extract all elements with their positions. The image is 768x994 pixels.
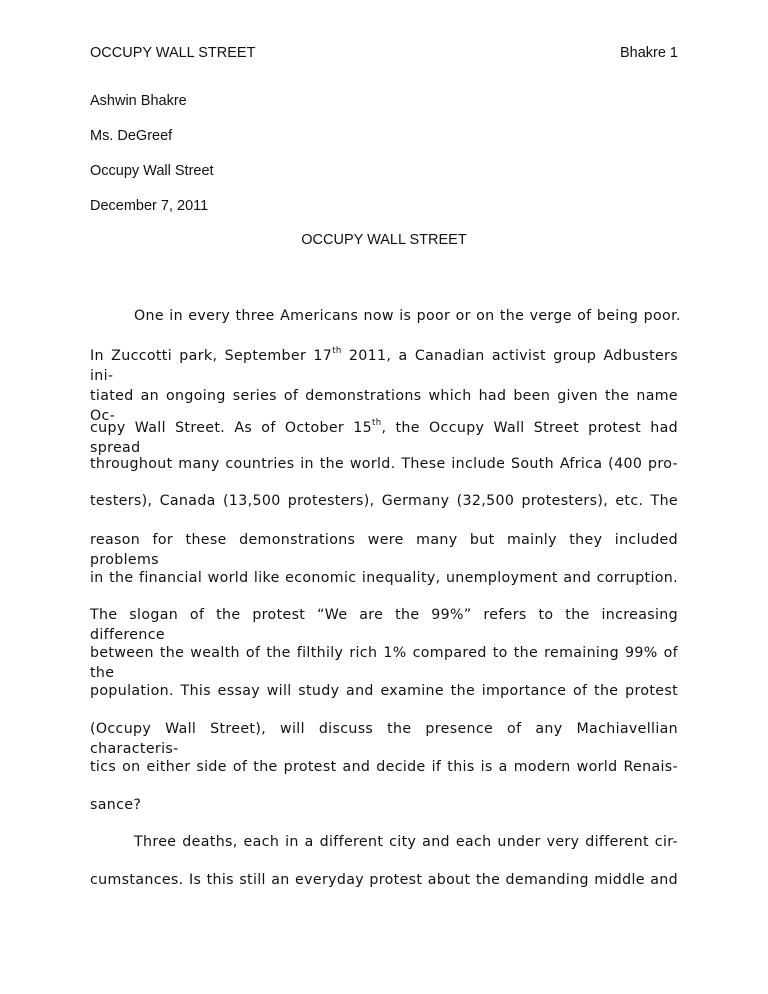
running-head: OCCUPY WALL STREET [90, 45, 256, 61]
body-line: between the wealth of the filthily rich 1% compared to the remaining 99% of the [90, 645, 678, 681]
body-line: In Zuccotti park, September 17th 2011, a Canadian activist group Adbusters ini- [90, 346, 678, 384]
body-line: cumstances. Is this still an everyday protest about the demanding middle and [90, 872, 678, 888]
body-line: in the financial world like economic inequality, unemployment and corruption. [90, 570, 678, 586]
page-number-label: Bhakre 1 [619, 45, 678, 61]
body-line: Three deaths, each in a different city and each under very different cir- [134, 834, 678, 850]
body-line: The slogan of the protest “We are the 99%” refers to the increasing difference [90, 607, 678, 643]
body-line: tics on either side of the protest and decide if this is a modern world Renais- [90, 759, 678, 775]
body-line: sance? [90, 797, 142, 813]
teacher-name: Ms. DeGreef [90, 128, 173, 144]
body-line: reason for these demonstrations were many but mainly they included problems [90, 532, 678, 568]
body-line: testers), Canada (13,500 protesters), Germany (32,500 protesters), etc. The [90, 493, 678, 509]
body-line: population. This essay will study and examine the importance of the protest [90, 683, 678, 699]
body-line: One in every three Americans now is poor or on the verge of being poor. [134, 308, 681, 324]
author-name: Ashwin Bhakre [90, 93, 187, 109]
body-line: (Occupy Wall Street), will discuss the presence of any Machiavellian characteris- [90, 721, 678, 757]
ordinal-suffix: th [332, 346, 342, 357]
body-line: cupy Wall Street. As of October 15th, the Occupy Wall Street protest had spread [90, 418, 678, 456]
body-line: tiated an ongoing series of demonstrations which had been given the name Oc- [90, 388, 678, 424]
course-name: Occupy Wall Street [90, 163, 214, 179]
essay-date: December 7, 2011 [90, 198, 209, 214]
ordinal-suffix: th [372, 418, 382, 429]
essay-title: OCCUPY WALL STREET [301, 232, 467, 248]
body-line: throughout many countries in the world. These include South Africa (400 pro- [90, 456, 678, 472]
